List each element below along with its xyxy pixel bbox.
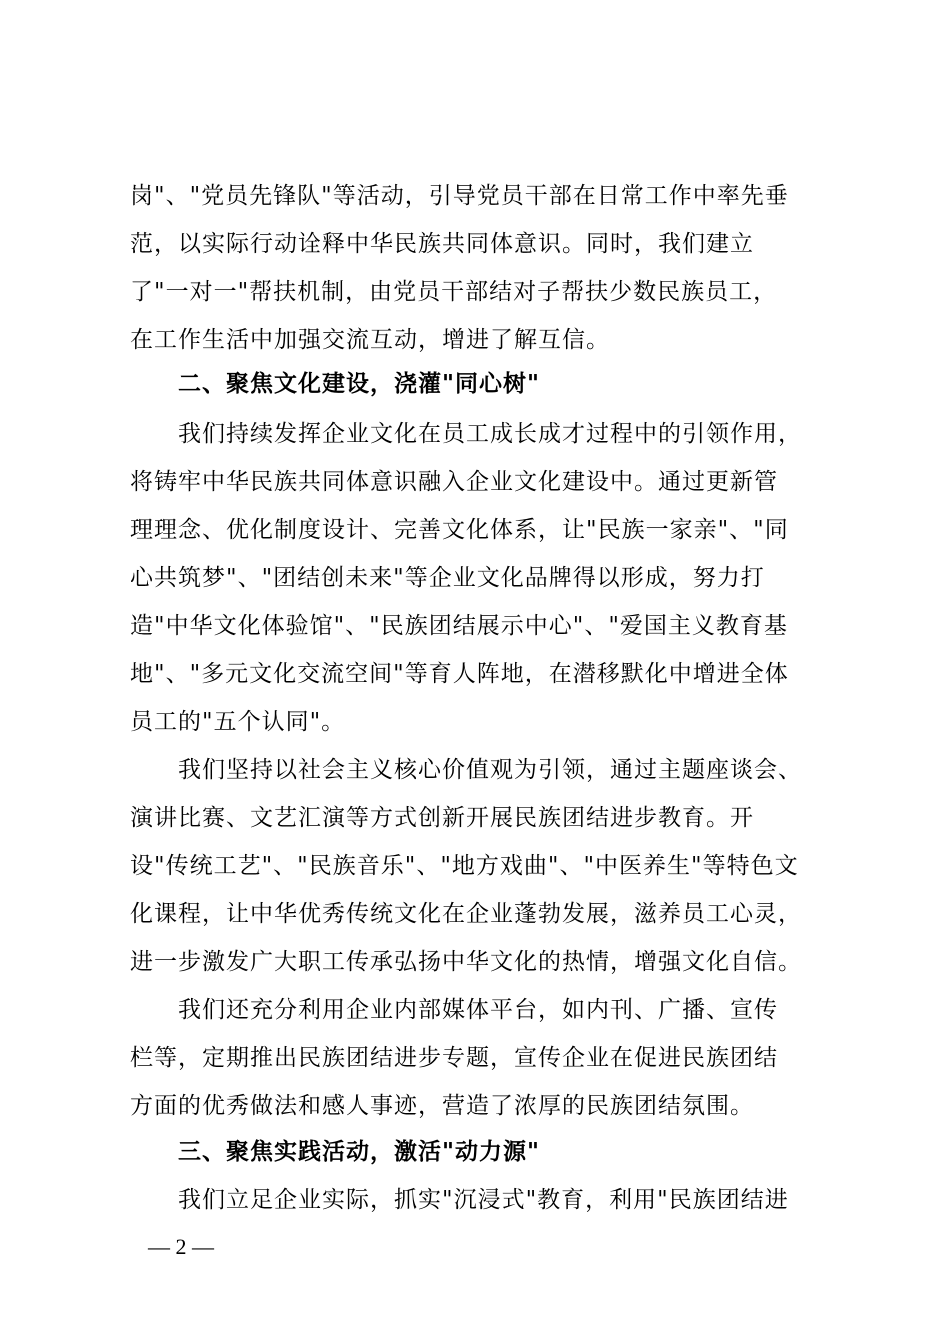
body-line: 岗"、"党员先锋队"等活动，引导党员干部在日常工作中率先垂 xyxy=(130,183,789,209)
body-line: 地"、"多元文化交流空间"等育人阵地，在潜移默化中增进全体 xyxy=(130,661,789,687)
section-heading-2: 二、聚焦文化建设，浇灌"同心树" xyxy=(178,371,540,397)
body-line: 了"一对一"帮扶机制，由党员干部结对子帮扶少数民族员工， xyxy=(130,279,778,305)
paragraph-first-line: 我们立足企业实际，抓实"沉浸式"教育，利用"民族团结进 xyxy=(178,1187,789,1213)
body-line: 员工的"五个认同"。 xyxy=(130,709,346,735)
body-line: 进一步激发广大职工传承弘扬中华文化的热情，增强文化自信。 xyxy=(130,949,802,975)
paragraph-first-line: 我们持续发挥企业文化在员工成长成才过程中的引领作用， xyxy=(178,421,802,447)
body-line: 方面的优秀做法和感人事迹，营造了浓厚的民族团结氛围。 xyxy=(130,1093,754,1119)
paragraph-first-line: 我们还充分利用企业内部媒体平台，如内刊、广播、宣传 xyxy=(178,997,778,1023)
body-line: 演讲比赛、文艺汇演等方式创新开展民族团结进步教育。开 xyxy=(130,805,754,831)
body-line: 将铸牢中华民族共同体意识融入企业文化建设中。通过更新管 xyxy=(130,469,778,495)
body-line: 范，以实际行动诠释中华民族共同体意识。同时，我们建立 xyxy=(130,231,754,257)
body-line: 设"传统工艺"、"民族音乐"、"地方戏曲"、"中医养生"等特色文 xyxy=(130,853,799,879)
body-line: 栏等，定期推出民族团结进步专题，宣传企业在促进民族团结 xyxy=(130,1045,778,1071)
page-number: — 2 — xyxy=(148,1234,214,1259)
body-line: 心共筑梦"、"团结创未来"等企业文化品牌得以形成，努力打 xyxy=(130,565,765,591)
section-heading-3: 三、聚焦实践活动，激活"动力源" xyxy=(178,1139,540,1165)
body-line: 理理念、优化制度设计、完善文化体系，让"民族一家亲"、"同 xyxy=(130,517,789,543)
body-line: 在工作生活中加强交流互动，增进了解互信。 xyxy=(130,327,610,353)
body-line: 造"中华文化体验馆"、"民族团结展示中心"、"爱国主义教育基 xyxy=(130,613,788,639)
body-line: 化课程，让中华优秀传统文化在企业蓬勃发展，滋养员工心灵， xyxy=(130,901,802,927)
paragraph-first-line: 我们坚持以社会主义核心价值观为引领，通过主题座谈会、 xyxy=(178,757,802,783)
